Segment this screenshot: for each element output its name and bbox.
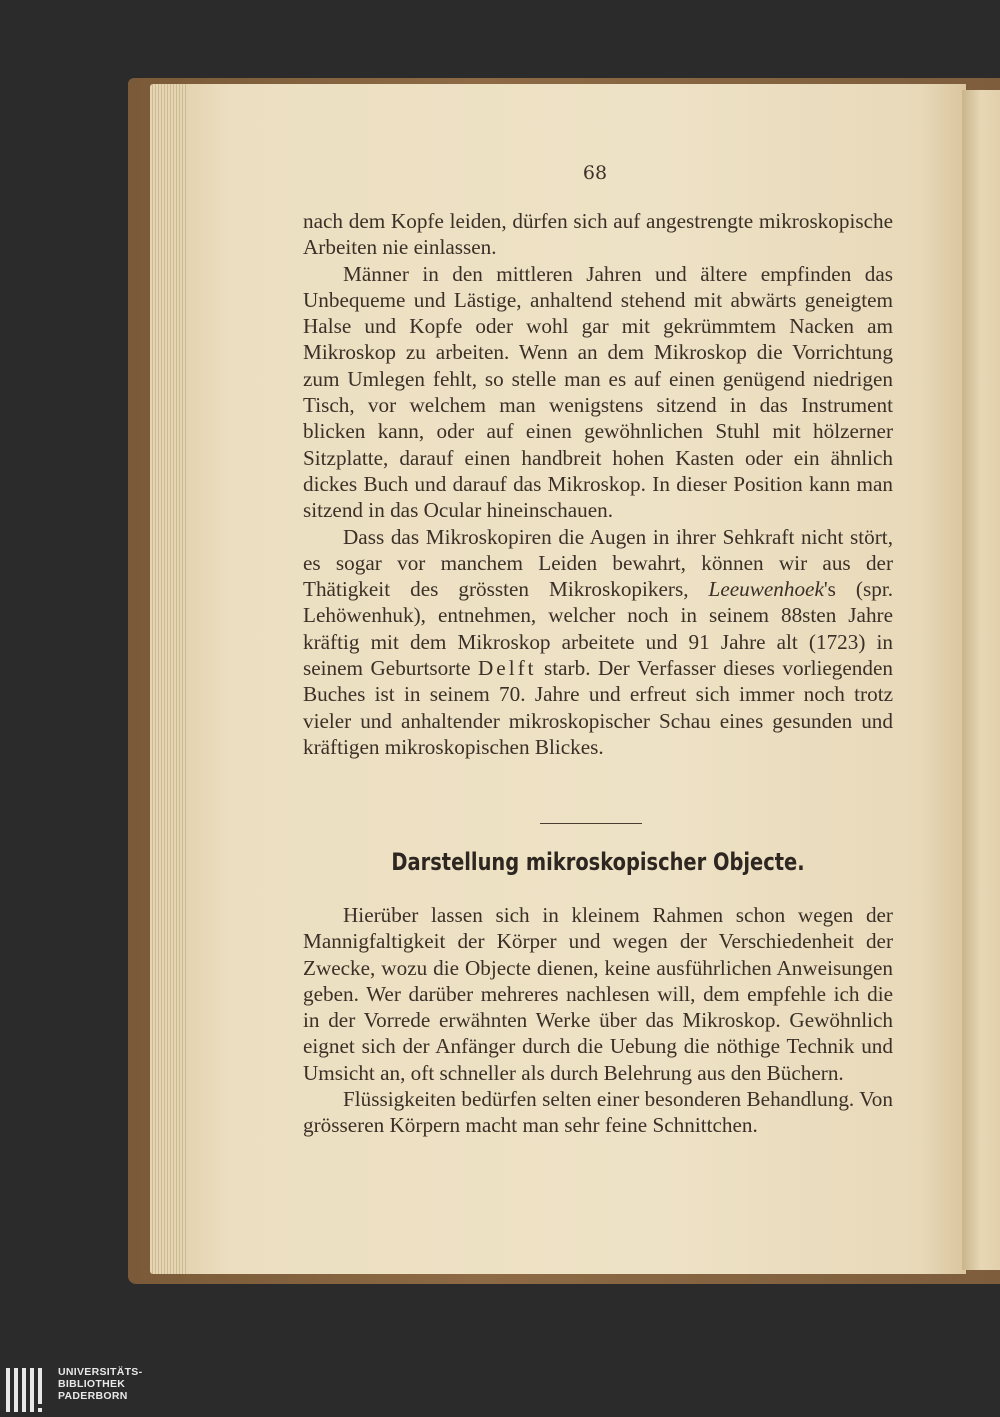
paragraph-hierueber: Hierüber lassen sich in kleinem Rahmen schon wegen der Mannigfaltigkeit der Körper und wegen der Verschiedenheit der Zwecke, wozu die Objecte dienen, keine ausführlichen Anweisungen geben. Wer darüber mehreres nachlesen will, dem empfehle ich die in der Vorrede erwähnten Werke über das Mikroskop. Gewöhnlich eignet sich der Anfänger durch die Uebung die nöthige Technik und Umsicht an, oft schneller als durch Belehrung aus den Büchern. <box>303 903 893 1085</box>
library-name-line: BIBLIOTHEK <box>58 1378 126 1390</box>
text-block-bottom <box>303 902 893 1139</box>
section-divider <box>540 823 642 824</box>
paragraph-text: starb. Der Verfasser dieses vorliegenden Buches ist in seinem 70. Jahre und erfreut sich immer noch trotz vieler und anhaltender mikroskopischer Schau eines gesunden und kräftigen mikroskopischen Blickes. <box>303 656 893 759</box>
next-page-edge <box>962 90 1000 1270</box>
library-name-line: UNIVERSITÄTS- <box>58 1366 143 1378</box>
person-name: Leeuwenhoek <box>708 577 824 602</box>
page-edges <box>150 84 188 1274</box>
paragraph-continuation: nach dem Kopfe leiden, dürfen sich auf angestrengte mikroskopische Arbeiten nie einlassen. <box>303 209 893 260</box>
library-name-line: PADERBORN <box>58 1390 128 1402</box>
paragraph-text: 's (spr. Lehöwenhuk), entnehmen, welcher noch in seinem 88sten Jahre kräftig mit dem Mikroskop arbeitete und 91 Jahre alt (1723) in seinem Geburtsorte <box>303 577 894 681</box>
library-logo <box>0 1362 180 1417</box>
section-heading: Darstellung mikroskopischer Objecte. <box>391 848 805 876</box>
library-bars-icon <box>4 1366 52 1414</box>
text-block-top <box>303 208 893 760</box>
paragraph-fluessigkeiten: Flüssigkeiten bedürfen selten einer besonderen Behandlung. Von grösseren Körpern macht man sehr feine Schnittchen. <box>303 1087 893 1138</box>
paragraph-leeuwenhoek <box>303 524 893 761</box>
place-name: Delft <box>478 656 537 681</box>
paragraph-maenner: Männer in den mittleren Jahren und ältere empfinden das Unbequeme und Lästige, anhaltend stehend mit abwärts geneigtem Halse und Kopfe oder wohl gar mit gekrümmtem Nacken am Mikroskop zu arbeiten. Wenn an dem Mikroskop die Vorrichtung zum Umlegen fehlt, so stelle man es auf einen genügend niedrigen Tisch, vor welchem man wenigstens sitzend in das Instrument blicken kann, oder auf einen gewöhnlichen Stuhl mit hölzerner Sitzplatte, darauf einen handbreit hohen Kasten oder ein ähnlich dickes Buch und darauf das Mikroskop. In dieser Position kann man sitzend in das Ocular hineinschauen. <box>303 261 893 523</box>
page-number: 68 <box>582 162 608 184</box>
paragraph-text: Dass das Mikroskopiren die Augen in ihrer Sehkraft nicht stört, es sogar vor manchem Leiden bewahrt, können wir aus der Thätigkeit des grössten Mikroskopikers, <box>303 524 893 602</box>
library-name <box>58 1366 142 1402</box>
